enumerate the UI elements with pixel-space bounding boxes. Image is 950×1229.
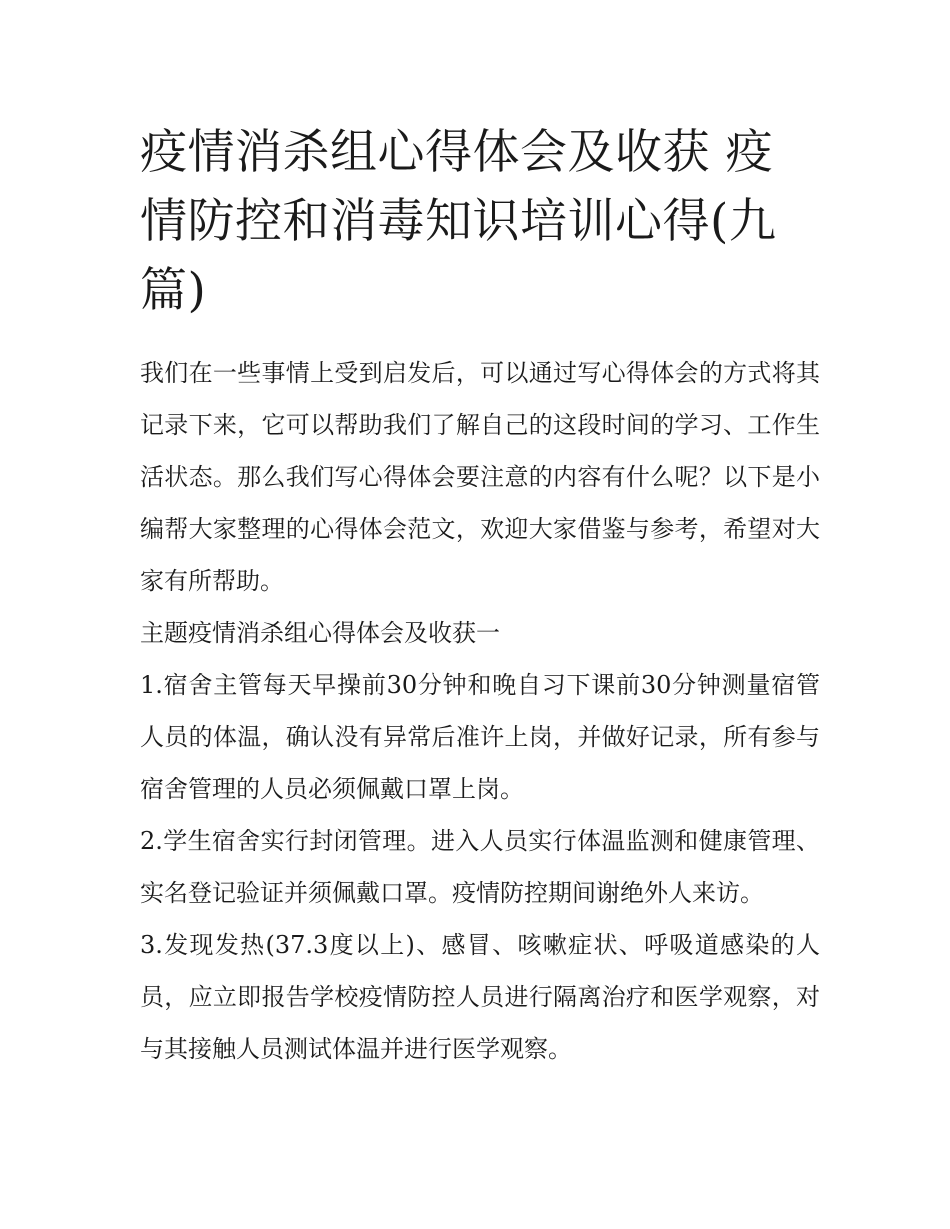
document-body	[140, 118, 820, 1075]
list-item: 3.发现发热(37.3度以上)、感冒、咳嗽症状、呼吸道感染的人员，应立即报告学校疫情防控人员进行隔离治疗和医学观察，对与其接触人员测试体温并进行医学观察。	[140, 931, 820, 1063]
list-item: 2.学生宿舍实行封闭管理。进入人员实行体温监测和健康管理、实名登记验证并须佩戴口罩。疫情防控期间谢绝外人来访。	[140, 827, 820, 907]
intro-paragraph: 我们在一些事情上受到启发后，可以通过写心得体会的方式将其记录下来，它可以帮助我们了解自己的这段时间的学习、工作生活状态。那么我们写心得体会要注意的内容有什么呢？以下是小编帮大家整理的心得体会范文，欢迎大家借鉴与参考，希望对大家有所帮助。	[140, 359, 820, 595]
document-title: 疫情消杀组心得体会及收获 疫情防控和消毒知识培训心得(九篇)	[140, 125, 777, 318]
list-item: 1.宿舍主管每天早操前30分钟和晚自习下课前30分钟测量宿管人员的体温，确认没有异常后准许上岗，并做好记录，所有参与宿舍管理的人员必须佩戴口罩上岗。	[140, 671, 820, 803]
section-heading: 主题疫情消杀组心得体会及收获一	[140, 619, 500, 647]
